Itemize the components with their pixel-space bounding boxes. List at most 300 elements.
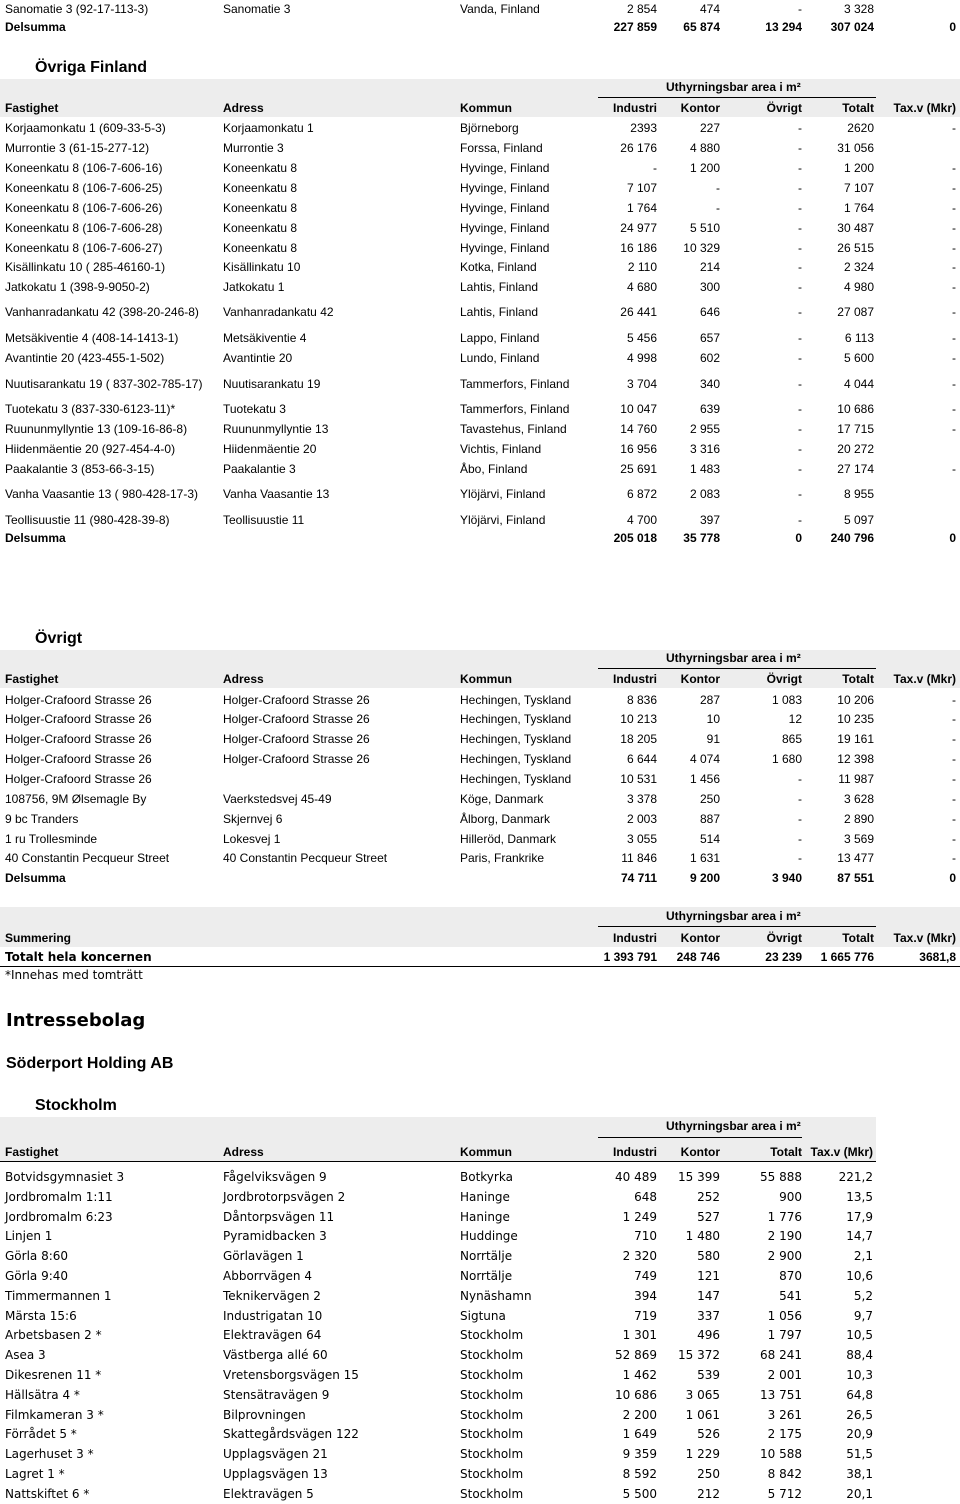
cell-taxv: - <box>952 181 956 195</box>
cell-kommun: Hechingen, Tyskland <box>460 772 572 786</box>
cell-fastighet: Vanhanradankatu 42 (398-20-246-8) <box>5 305 199 319</box>
cell-industri: 18 205 <box>620 732 657 746</box>
area-header: Uthyrningsbar area i m² <box>666 1119 801 1133</box>
cell-ovrigt: - <box>798 377 802 391</box>
cell-adress: Koneenkatu 8 <box>223 221 298 235</box>
cell-taxv: 10,3 <box>846 1368 873 1382</box>
cell-fastighet: Murrontie 3 (61-15-277-12) <box>5 141 150 155</box>
table-row <box>0 302 960 322</box>
cell-taxv: 51,5 <box>846 1447 873 1461</box>
cell-kontor: 646 <box>699 305 720 319</box>
col-totalt: Totalt <box>842 931 874 945</box>
cell-taxv: - <box>952 462 956 476</box>
cell-totalt: 900 <box>779 1190 802 1204</box>
cell-adress: 40 Constantin Pecqueur Street <box>223 851 388 865</box>
cell-fastighet: Jordbromalm 1:11 <box>5 1190 113 1204</box>
cell-kommun: Vanda, Finland <box>460 2 540 16</box>
cell-taxv: - <box>952 121 956 135</box>
cell-totalt: 2 324 <box>843 260 874 274</box>
cell-fastighet: Vanha Vaasantie 13 ( 980-428-17-3) <box>5 487 199 501</box>
cell-totalt: 3 328 <box>843 2 874 16</box>
subtotal-kontor: 35 778 <box>683 531 720 545</box>
cell-adress: Korjaamonkatu 1 <box>223 121 314 135</box>
col-industri: Industri <box>613 101 657 115</box>
cell-kommun: Hilleröd, Danmark <box>460 832 557 846</box>
cell-fastighet: Jatkokatu 1 (398-9-9050-2) <box>5 280 150 294</box>
cell-fastighet: Hiidenmäentie 20 (927-454-4-0) <box>5 442 176 456</box>
cell-ovrigt: - <box>798 201 802 215</box>
cell-kontor: 539 <box>697 1368 720 1382</box>
cell-ovrigt: - <box>798 792 802 806</box>
cell-fastighet: Koneenkatu 8 (106-7-606-26) <box>5 201 163 215</box>
cell-industri: 3 378 <box>626 792 657 806</box>
cell-adress: Pyramidbacken 3 <box>223 1229 327 1243</box>
table-row <box>0 178 960 198</box>
table-row <box>0 1207 960 1227</box>
cell-kommun: Hechingen, Tyskland <box>460 712 572 726</box>
table-row <box>0 328 960 348</box>
cell-adress: Bilprovningen <box>223 1408 306 1422</box>
cell-kontor: 514 <box>699 832 720 846</box>
cell-kontor: 2 083 <box>689 487 720 501</box>
cell-kontor: - <box>716 181 720 195</box>
cell-industri: 8 592 <box>622 1467 657 1481</box>
cell-fastighet: Avantintie 20 (423-455-1-502) <box>5 351 165 365</box>
cell-fastighet: Arbetsbasen 2 * <box>5 1328 102 1342</box>
cell-kommun: Nynäshamn <box>460 1289 532 1303</box>
cell-industri: 8 836 <box>626 693 657 707</box>
table-row <box>0 729 960 749</box>
subtotal-totalt: 87 551 <box>837 871 874 885</box>
cell-kommun: Stockholm <box>460 1348 524 1362</box>
cell-adress: Västberga allé 60 <box>223 1348 328 1362</box>
cell-industri: 1 462 <box>622 1368 657 1382</box>
cell-totalt: 55 888 <box>760 1170 802 1184</box>
table-row <box>0 1325 960 1345</box>
cell-adress: Lokesvej 1 <box>223 832 281 846</box>
header-underline <box>598 1137 802 1138</box>
cell-industri: 5 456 <box>626 331 657 345</box>
subtotal-label: Delsumma <box>5 871 66 885</box>
cell-adress: Holger-Crafoord Strasse 26 <box>223 752 370 766</box>
cell-fastighet: Paakalantie 3 (853-66-3-15) <box>5 462 155 476</box>
table-row <box>0 238 960 258</box>
cell-industri: 4 998 <box>626 351 657 365</box>
table-row <box>0 138 960 158</box>
cell-taxv: 2,1 <box>853 1249 873 1263</box>
cell-kontor: 657 <box>699 331 720 345</box>
cell-fastighet: Lagret 1 * <box>5 1467 65 1481</box>
cell-taxv: 38,1 <box>846 1467 873 1481</box>
cell-kontor: 15 372 <box>678 1348 720 1362</box>
cell-adress: Holger-Crafoord Strasse 26 <box>223 732 370 746</box>
cell-totalt: 68 241 <box>760 1348 802 1362</box>
cell-kontor: 250 <box>699 792 720 806</box>
cell-adress: Avantintie 20 <box>223 351 293 365</box>
cell-adress: Murrontie 3 <box>223 141 284 155</box>
cell-adress: Abborrvägen 4 <box>223 1269 312 1283</box>
cell-taxv: 20,1 <box>846 1487 873 1501</box>
cell-adress: Dåntorpsvägen 11 <box>223 1210 335 1224</box>
area-header: Uthyrningsbar area i m² <box>666 651 801 665</box>
cell-taxv: - <box>952 331 956 345</box>
table-row <box>0 1484 960 1504</box>
cell-fastighet: Holger-Crafoord Strasse 26 <box>5 693 152 707</box>
cell-adress: Skjernvej 6 <box>223 812 283 826</box>
footnote: *Innehas med tomträtt <box>5 968 143 982</box>
cell-fastighet: 108756, 9M Ølsemagle By <box>5 792 147 806</box>
cell-kontor: 397 <box>699 513 720 527</box>
cell-ovrigt: - <box>798 402 802 416</box>
cell-taxv: - <box>952 351 956 365</box>
cell-industri: 26 176 <box>620 141 657 155</box>
col-taxv: Tax.v (Mkr) <box>893 101 956 115</box>
cell-industri: 2 854 <box>626 2 657 16</box>
col-totalt: Totalt <box>842 101 874 115</box>
col-industri: Industri <box>613 672 657 686</box>
cell-taxv: - <box>952 712 956 726</box>
subtotal-taxv: 0 <box>949 871 956 885</box>
subtotal-taxv: 0 <box>949 531 956 545</box>
column-header-row <box>0 98 960 118</box>
cell-fastighet: Nattskiftet 6 * <box>5 1487 90 1501</box>
cell-kontor: 287 <box>699 693 720 707</box>
cell-taxv: 10,5 <box>846 1328 873 1342</box>
cell-kontor: 1 480 <box>685 1229 720 1243</box>
cell-ovrigt: - <box>798 2 802 16</box>
cell-kommun: Stockholm <box>460 1368 524 1382</box>
cell-taxv: 14,7 <box>846 1229 873 1243</box>
cell-taxv: - <box>952 693 956 707</box>
cell-fastighet: Koneenkatu 8 (106-7-606-16) <box>5 161 163 175</box>
cell-ovrigt: - <box>798 161 802 175</box>
cell-totalt: 1 056 <box>767 1309 802 1323</box>
subtotal-row <box>0 17 960 37</box>
cell-adress: Fågelviksvägen 9 <box>223 1170 327 1184</box>
cell-ovrigt: - <box>798 141 802 155</box>
cell-industri: 710 <box>634 1229 657 1243</box>
cell-ovrigt: 12 <box>788 712 802 726</box>
cell-kommun: Botkyrka <box>460 1170 513 1184</box>
cell-fastighet: Koneenkatu 8 (106-7-606-27) <box>5 241 163 255</box>
table-row <box>0 809 960 829</box>
cell-kommun: Vichtis, Finland <box>460 442 542 456</box>
cell-kommun: Hyvinge, Finland <box>460 181 550 195</box>
cell-totalt: 5 712 <box>767 1487 802 1501</box>
cell-ovrigt: - <box>798 442 802 456</box>
cell-industri: 11 846 <box>621 851 657 865</box>
cell-totalt: 31 056 <box>837 141 874 155</box>
table-row <box>0 1464 960 1484</box>
cell-taxv: - <box>952 792 956 806</box>
cell-totalt: 11 987 <box>838 772 874 786</box>
cell-fastighet: Asea 3 <box>5 1348 46 1362</box>
cell-totalt: 2 190 <box>767 1229 802 1243</box>
col-adress: Adress <box>223 101 264 115</box>
cell-industri: 10 213 <box>620 712 657 726</box>
cell-kontor: 4 880 <box>689 141 720 155</box>
cell-industri: 10 047 <box>620 402 657 416</box>
cell-kommun: Paris, Frankrike <box>460 851 545 865</box>
grand-total-taxv: 3681,8 <box>919 950 956 964</box>
table-row <box>0 277 960 297</box>
cell-adress: Vaerkstedsvej 45-49 <box>223 792 332 806</box>
cell-totalt: 19 161 <box>837 732 874 746</box>
cell-totalt: 1 764 <box>843 201 874 215</box>
cell-kommun: Hyvinge, Finland <box>460 221 550 235</box>
cell-fastighet: Görla 8:60 <box>5 1249 69 1263</box>
cell-adress: Koneenkatu 8 <box>223 161 298 175</box>
cell-fastighet: Metsäkiventie 4 (408-14-1413-1) <box>5 331 179 345</box>
cell-ovrigt: - <box>798 221 802 235</box>
cell-adress: Kisällinkatu 10 <box>223 260 301 274</box>
table-row <box>0 399 960 419</box>
col-fastighet: Fastighet <box>5 101 59 115</box>
cell-totalt: 10 686 <box>837 402 874 416</box>
area-header: Uthyrningsbar area i m² <box>666 80 801 94</box>
cell-kommun: Hechingen, Tyskland <box>460 752 572 766</box>
cell-adress: Upplagsvägen 21 <box>223 1447 328 1461</box>
cell-kommun: Ylöjärvi, Finland <box>460 513 546 527</box>
cell-totalt: 27 174 <box>837 462 874 476</box>
col-kontor: Kontor <box>680 931 720 945</box>
cell-fastighet: Koneenkatu 8 (106-7-606-28) <box>5 221 163 235</box>
cell-kontor: 15 399 <box>678 1170 720 1184</box>
cell-ovrigt: - <box>798 513 802 527</box>
cell-ovrigt: - <box>798 772 802 786</box>
table-row <box>0 459 960 479</box>
cell-totalt: 8 955 <box>843 487 874 501</box>
cell-industri: 2 110 <box>627 260 657 274</box>
subtotal-kontor: 65 874 <box>683 20 720 34</box>
cell-industri: 25 691 <box>620 462 657 476</box>
cell-fastighet: Görla 9:40 <box>5 1269 69 1283</box>
cell-totalt: 30 487 <box>837 221 874 235</box>
cell-industri: 4 700 <box>626 513 657 527</box>
cell-ovrigt: - <box>798 121 802 135</box>
table-row <box>0 1167 960 1187</box>
cell-kommun: Hechingen, Tyskland <box>460 693 572 707</box>
cell-kontor: 496 <box>697 1328 720 1342</box>
cell-ovrigt: - <box>798 331 802 345</box>
cell-ovrigt: - <box>798 181 802 195</box>
cell-adress: Elektravägen 5 <box>223 1487 314 1501</box>
cell-fastighet: Dikesrenen 11 * <box>5 1368 102 1382</box>
cell-totalt: 870 <box>779 1269 802 1283</box>
header-bottom-rule <box>0 1161 876 1162</box>
table-row <box>0 1226 960 1246</box>
table-row <box>0 1385 960 1405</box>
table-row <box>0 690 960 710</box>
cell-kommun: Ylöjärvi, Finland <box>460 487 546 501</box>
table-row <box>0 1187 960 1207</box>
table-row <box>0 348 960 368</box>
cell-ovrigt: 865 <box>781 732 802 746</box>
cell-ovrigt: - <box>798 422 802 436</box>
grand-total-kontor: 248 746 <box>676 950 720 964</box>
cell-kontor: 474 <box>699 2 720 16</box>
cell-adress: Vretensborgsvägen 15 <box>223 1368 359 1382</box>
cell-adress: Vanha Vaasantie 13 <box>223 487 330 501</box>
col-kontor: Kontor <box>680 1145 720 1159</box>
cell-fastighet: 9 bc Tranders <box>5 812 79 826</box>
region-title: Stockholm <box>35 1097 117 1114</box>
cell-kontor: 1 061 <box>685 1408 720 1422</box>
subtotal-taxv: 0 <box>949 20 956 34</box>
subtotal-kontor: 9 200 <box>689 871 720 885</box>
cell-totalt: 5 600 <box>843 351 874 365</box>
cell-kontor: 5 510 <box>689 221 720 235</box>
cell-totalt: 1 797 <box>767 1328 802 1342</box>
subtotal-row <box>0 868 960 888</box>
table-row <box>0 158 960 178</box>
grand-total-row <box>0 947 960 967</box>
cell-kontor: 227 <box>699 121 720 135</box>
cell-kontor: 602 <box>699 351 720 365</box>
cell-industri: 1 249 <box>622 1210 657 1224</box>
cell-adress: Görlavägen 1 <box>223 1249 304 1263</box>
cell-adress: Hiidenmäentie 20 <box>223 442 317 456</box>
col-adress: Adress <box>223 1145 264 1159</box>
cell-industri: 1 764 <box>626 201 657 215</box>
cell-industri: 9 359 <box>622 1447 657 1461</box>
cell-kontor: 10 <box>706 712 720 726</box>
subtotal-ovrigt: 13 294 <box>765 20 802 34</box>
cell-industri: 2 320 <box>622 1249 657 1263</box>
column-header-row <box>0 669 960 689</box>
cell-totalt: 10 206 <box>837 693 874 707</box>
cell-taxv: - <box>952 402 956 416</box>
cell-kontor: 147 <box>697 1289 720 1303</box>
cell-taxv: 5,2 <box>853 1289 873 1303</box>
table-row <box>0 1405 960 1425</box>
cell-kommun: Norrtälje <box>460 1249 513 1263</box>
cell-totalt: 4 044 <box>843 377 874 391</box>
table-row <box>0 510 960 530</box>
cell-industri: 52 869 <box>615 1348 657 1362</box>
cell-industri: 5 500 <box>622 1487 657 1501</box>
cell-fastighet: Nuutisarankatu 19 ( 837-302-785-17) <box>5 377 203 391</box>
cell-ovrigt: 1 083 <box>771 693 802 707</box>
cell-fastighet: 40 Constantin Pecqueur Street <box>5 851 170 865</box>
cell-kommun: Stockholm <box>460 1328 524 1342</box>
cell-taxv: - <box>952 280 956 294</box>
cell-taxv: 88,4 <box>846 1348 873 1362</box>
cell-kommun: Hyvinge, Finland <box>460 161 550 175</box>
cell-kommun: Hechingen, Tyskland <box>460 732 572 746</box>
subtotal-totalt: 240 796 <box>830 531 874 545</box>
table-row <box>0 218 960 238</box>
cell-kontor: 10 329 <box>683 241 720 255</box>
cell-kommun: Norrtälje <box>460 1269 513 1283</box>
cell-industri: 2393 <box>630 121 657 135</box>
cell-adress: Elektravägen 64 <box>223 1328 322 1342</box>
cell-taxv: - <box>952 241 956 255</box>
cell-kommun: Stockholm <box>460 1447 524 1461</box>
cell-kommun: Stockholm <box>460 1427 524 1441</box>
grand-total-industri: 1 393 791 <box>603 950 657 964</box>
cell-kontor: 639 <box>699 402 720 416</box>
table-row <box>0 848 960 868</box>
col-industri: Industri <box>613 931 657 945</box>
header-underline <box>598 926 876 927</box>
cell-kommun: Haninge <box>460 1190 510 1204</box>
cell-taxv: - <box>952 851 956 865</box>
table-row <box>0 1365 960 1385</box>
col-kommun: Kommun <box>460 672 512 686</box>
cell-taxv: - <box>952 305 956 319</box>
cell-kontor: 526 <box>697 1427 720 1441</box>
cell-totalt: 7 107 <box>843 181 874 195</box>
cell-kommun: Lappo, Finland <box>460 331 540 345</box>
cell-fastighet: Holger-Crafoord Strasse 26 <box>5 752 152 766</box>
table-row <box>0 749 960 769</box>
subtotal-ovrigt: 0 <box>795 531 802 545</box>
cell-kommun: Sigtuna <box>460 1309 506 1323</box>
cell-kontor: - <box>716 201 720 215</box>
cell-ovrigt: - <box>798 260 802 274</box>
cell-kontor: 1 229 <box>685 1447 720 1461</box>
table-row <box>0 1424 960 1444</box>
cell-fastighet: Botvidsgymnasiet 3 <box>5 1170 125 1184</box>
cell-ovrigt: - <box>798 832 802 846</box>
cell-ovrigt: 1 680 <box>771 752 802 766</box>
cell-taxv: - <box>952 752 956 766</box>
cell-totalt: 4 980 <box>843 280 874 294</box>
cell-adress: Koneenkatu 8 <box>223 181 298 195</box>
cell-adress: Jatkokatu 1 <box>223 280 285 294</box>
cell-kontor: 337 <box>697 1309 720 1323</box>
cell-kontor: 887 <box>699 812 720 826</box>
cell-kontor: 91 <box>706 732 720 746</box>
cell-taxv: - <box>952 221 956 235</box>
grand-total-totalt: 1 665 776 <box>820 950 874 964</box>
cell-totalt: 541 <box>779 1289 802 1303</box>
cell-adress: Teollisuustie 11 <box>223 513 305 527</box>
cell-adress: Nuutisarankatu 19 <box>223 377 321 391</box>
col-taxv: Tax.v (Mkr) <box>893 931 956 945</box>
cell-fastighet: Timmermannen 1 <box>5 1289 112 1303</box>
cell-fastighet: Kisällinkatu 10 ( 285-46160-1) <box>5 260 166 274</box>
cell-adress: Ruununmyllyntie 13 <box>223 422 329 436</box>
cell-totalt: 13 477 <box>837 851 874 865</box>
table-row <box>0 1345 960 1365</box>
cell-industri: 749 <box>634 1269 657 1283</box>
company-title: Söderport Holding AB <box>6 1055 174 1072</box>
subtotal-industri: 205 018 <box>613 531 657 545</box>
cell-industri: - <box>653 161 657 175</box>
cell-kommun: Stockholm <box>460 1487 524 1501</box>
cell-taxv: 20,9 <box>846 1427 873 1441</box>
section-title: Övriga Finland <box>35 59 148 76</box>
cell-taxv: 221,2 <box>838 1170 873 1184</box>
col-totalt: Totalt <box>842 672 874 686</box>
cell-adress: Metsäkiventie 4 <box>223 331 307 345</box>
cell-kontor: 1 456 <box>689 772 720 786</box>
cell-fastighet: Tuotekatu 3 (837-330-6123-11)* <box>5 402 176 416</box>
cell-kommun: Forssa, Finland <box>460 141 543 155</box>
grand-total-label: Totalt hela koncernen <box>5 950 152 964</box>
cell-adress: Stensätravägen 9 <box>223 1388 330 1402</box>
cell-adress: Sanomatie 3 <box>223 2 291 16</box>
cell-totalt: 3 261 <box>767 1408 802 1422</box>
table-row <box>0 789 960 809</box>
cell-kommun: Lundo, Finland <box>460 351 540 365</box>
cell-kommun: Björneborg <box>460 121 519 135</box>
cell-industri: 16 956 <box>620 442 657 456</box>
col-adress: Adress <box>223 672 264 686</box>
cell-kontor: 252 <box>697 1190 720 1204</box>
